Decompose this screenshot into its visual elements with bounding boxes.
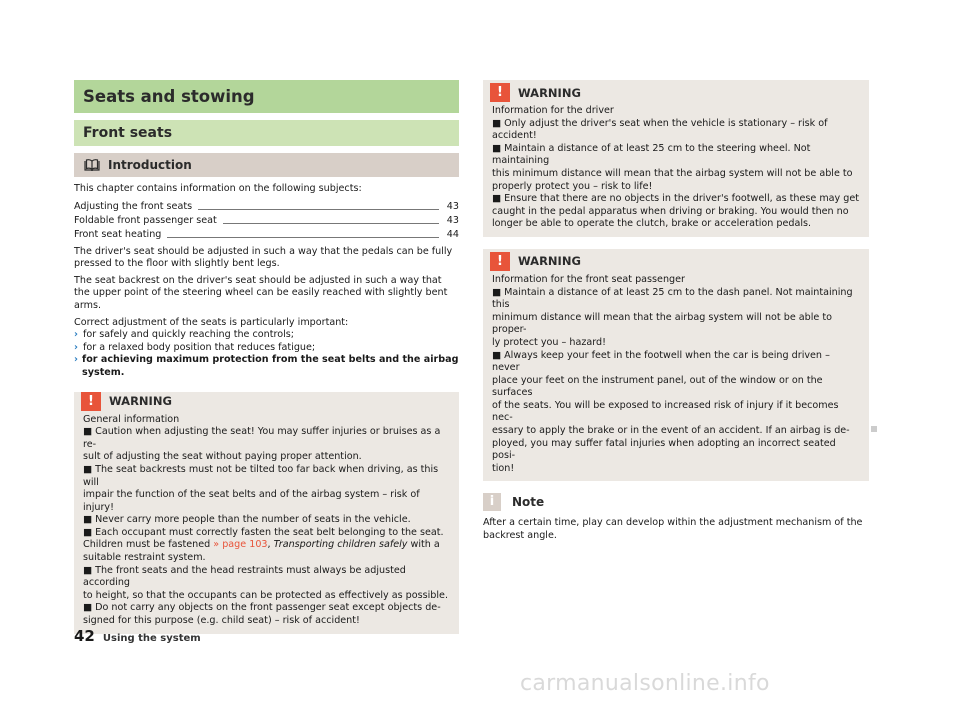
warning-line: impair the function of the seat belts and of the airbag system – risk of injury! (83, 489, 420, 513)
intro-paragraph: The driver's seat should be adjusted in such a way that the pedals can be fully pressed to the floor with slightly bent legs. (74, 245, 453, 270)
toc-item-page: 43 (446, 214, 459, 226)
warning-line: properly protect you – risk to life! (492, 180, 653, 192)
warning-line: sult of adjusting the seat without paying proper attention. (83, 451, 362, 463)
intro-paragraph: The seat backrest on the driver's seat should be adjusted in such a way that the upper point of the steering wheel can be easily reached with slightly bent arms. (74, 274, 448, 311)
note-header (483, 493, 869, 511)
children-text-sep: , (267, 539, 274, 551)
chevron-right-icon: › (74, 329, 78, 341)
toc-item[interactable] (74, 214, 459, 228)
end-of-section-marker (871, 426, 877, 432)
warning-line: ■ Never carry more people than the number of seats in the vehicle. (83, 514, 411, 526)
note-text: After a certain time, play can develop within the adjustment mechanism of the backrest angle. (483, 517, 863, 542)
children-text-pre: Children must be fastened (83, 539, 214, 551)
warning-line: ■ The front seats and the head restraints must always be adjusted according (83, 564, 406, 589)
warning-line: ■ Maintain a distance of at least 25 cm to the steering wheel. Not maintaining (492, 142, 811, 167)
warning-header (483, 83, 869, 102)
warning-line: ■ Ensure that there are no objects in the driver's footwell, as these may get (492, 193, 860, 205)
chevron-right-icon: › (74, 354, 78, 366)
warning-line: tion! (492, 462, 515, 474)
warning-line: General information (83, 413, 180, 425)
warning-box-passenger (483, 249, 869, 482)
warning-title: WARNING (109, 394, 172, 409)
left-column (74, 80, 459, 634)
warning-line: suitable restraint system. (83, 552, 206, 564)
intro-paragraph: Correct adjustment of the seats is particularly important: (74, 316, 349, 328)
warning-header (483, 252, 869, 271)
note-title: Note (512, 495, 545, 510)
warning-line: ■ Always keep your feet in the footwell when the car is being driven – never (492, 349, 830, 374)
bullet-text: for achieving maximum protection from the seat belts and the airbag system. (82, 354, 459, 378)
warning-title: WARNING (518, 254, 581, 269)
warning-body (483, 105, 869, 231)
intro-lead: This chapter contains information on the following subjects: (74, 183, 362, 194)
warning-line: ly protect you – hazard! (492, 336, 606, 348)
toc-list (74, 200, 459, 242)
warning-line: ■ Each occupant must correctly fasten the seat belt belonging to the seat. (83, 526, 444, 538)
warning-line: ployed, you may suffer fatal injuries when adopting an incorrect seated posi- (492, 437, 836, 462)
bullet-item (74, 342, 459, 355)
warning-line: ■ The seat backrests must not be tilted too far back when driving, as this will (83, 463, 439, 488)
bullet-text: for safely and quickly reaching the controls; (83, 329, 294, 341)
warning-line: ■ Caution when adjusting the seat! You may suffer injuries or bruises as a re- (83, 426, 441, 450)
warning-line: longer be able to operate the clutch, brake or acceleration pedals. (492, 218, 812, 230)
toc-item-label: Front seat heating (74, 228, 162, 240)
page-footer (74, 627, 201, 645)
warning-box-general (74, 392, 459, 634)
footer-section-name: Using the system (102, 633, 201, 644)
warning-line: ■ Only adjust the driver's seat when the vehicle is stationary – risk of accident! (492, 117, 828, 142)
warning-line: to height, so that the occupants can be protected as effectively as possible. (83, 589, 448, 601)
warning-line: essary to apply the brake or in the event of an accident. If an airbag is de- (492, 425, 850, 437)
warning-icon: ! (81, 392, 101, 411)
toc-item-label: Adjusting the front seats (74, 200, 193, 212)
warning-title: WARNING (518, 85, 581, 100)
bullet-item (74, 354, 459, 379)
cross-reference-title: Transporting children safely (273, 539, 408, 551)
page-number: 42 (74, 627, 95, 645)
subsection-heading (74, 153, 459, 177)
children-text-post: with a (407, 539, 440, 551)
chevron-right-icon: › (74, 341, 78, 353)
section-heading: Front seats (74, 120, 459, 146)
toc-item-page: 44 (446, 228, 459, 240)
toc-leader (223, 223, 439, 224)
watermark: carmanualsonline.info (520, 671, 770, 696)
warning-box-driver (483, 80, 869, 237)
warning-line: signed for this purpose (e.g. child seat) – risk of accident! (83, 615, 360, 627)
warning-line: this minimum distance will mean that the airbag system will not be able to (492, 167, 853, 179)
subsection-heading-label: Introduction (108, 158, 192, 172)
warning-line: place your feet on the instrument panel, out of the window or on the surfaces (492, 374, 823, 399)
warning-line: of the seats. You will be exposed to increased risk of injury if it becomes nec- (492, 399, 839, 424)
toc-leader (198, 209, 439, 210)
warning-header (74, 392, 459, 411)
info-icon: i (483, 493, 501, 511)
warning-body (483, 274, 869, 476)
toc-item-label: Foldable front passenger seat (74, 214, 217, 226)
toc-item[interactable] (74, 228, 459, 242)
chapter-heading: Seats and stowing (74, 80, 459, 113)
warning-body (74, 414, 459, 628)
bullet-text: for a relaxed body position that reduces fatigue; (83, 341, 316, 353)
warning-line: Information for the front seat passenger (492, 273, 685, 285)
bullet-item (74, 329, 459, 342)
warning-line-children (83, 539, 450, 552)
toc-item-page: 43 (446, 200, 459, 212)
warning-line: Information for the driver (492, 105, 614, 116)
page-link[interactable]: » page 103 (213, 539, 268, 551)
warning-line: minimum distance will mean that the airbag system will not be able to proper- (492, 311, 832, 336)
book-icon (84, 159, 100, 171)
toc-leader (167, 237, 439, 238)
warning-icon: ! (490, 83, 510, 102)
warning-line: ■ Do not carry any objects on the front passenger seat except objects de- (83, 602, 441, 614)
warning-line: caught in the pedal apparatus when driving or braking. You would then no (492, 205, 849, 217)
right-column (483, 80, 869, 547)
warning-icon: ! (490, 252, 510, 271)
warning-line: ■ Maintain a distance of at least 25 cm to the dash panel. Not maintaining this (492, 286, 853, 311)
toc-item[interactable] (74, 200, 459, 214)
